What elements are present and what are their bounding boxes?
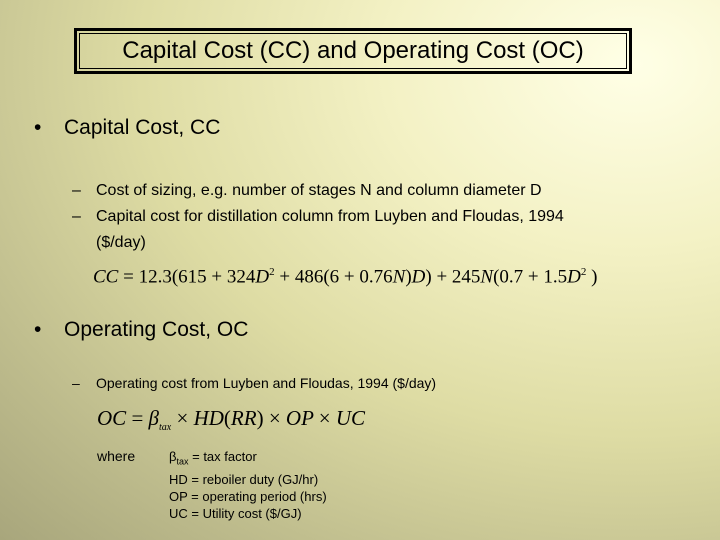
beta-subscript: tax	[176, 456, 189, 467]
heading-text: Operating Cost, OC	[64, 318, 249, 341]
definitions-list	[169, 448, 327, 522]
heading-capital-cost	[34, 116, 220, 140]
def-uc: UC = Utility cost ($/GJ)	[169, 505, 302, 521]
beta-symbol: β	[169, 449, 177, 464]
dash-icon: –	[72, 208, 81, 225]
cc-equation: CC = $12.3(615 + 324D^2 + 486(6 + 0.76N)D) + 245N(0.7 + 1.5D^2$ )	[93, 266, 598, 288]
cc-item-capital	[72, 204, 564, 230]
heading-text: Capital Cost, CC	[64, 116, 221, 139]
cc-item-sizing	[72, 178, 564, 204]
cc-item-unit: ($/day)	[96, 234, 146, 251]
cc-item-text: Capital cost for distillation column from Luyben and Floudas, 1994	[96, 208, 564, 225]
dash-icon: –	[72, 182, 81, 199]
bullet-icon: •	[34, 116, 42, 139]
title-box	[74, 28, 632, 74]
slide-title: Capital Cost (CC) and Operating Cost (OC)	[122, 37, 584, 64]
def-beta	[169, 448, 327, 471]
dash-icon: –	[72, 375, 80, 391]
heading-operating-cost	[34, 318, 248, 342]
where-label: where	[97, 448, 136, 464]
oc-equation: OC = $\beta_{tax} \times HD(RR)$ × OP × UC	[97, 406, 366, 434]
def-hd: HD = reboiler duty (GJ/hr)	[169, 471, 319, 487]
oc-subitem	[72, 370, 436, 396]
cc-item-text: Cost of sizing, e.g. number of stages N and column diameter D	[96, 182, 542, 199]
oc-item-text: Operating cost from Luyben and Floudas, 1994 ($/day)	[96, 375, 437, 391]
bullet-icon: •	[34, 318, 42, 341]
cc-subitems	[72, 178, 564, 256]
beta-text: = tax factor	[188, 449, 257, 464]
def-op: OP = operating period (hrs)	[169, 488, 327, 504]
